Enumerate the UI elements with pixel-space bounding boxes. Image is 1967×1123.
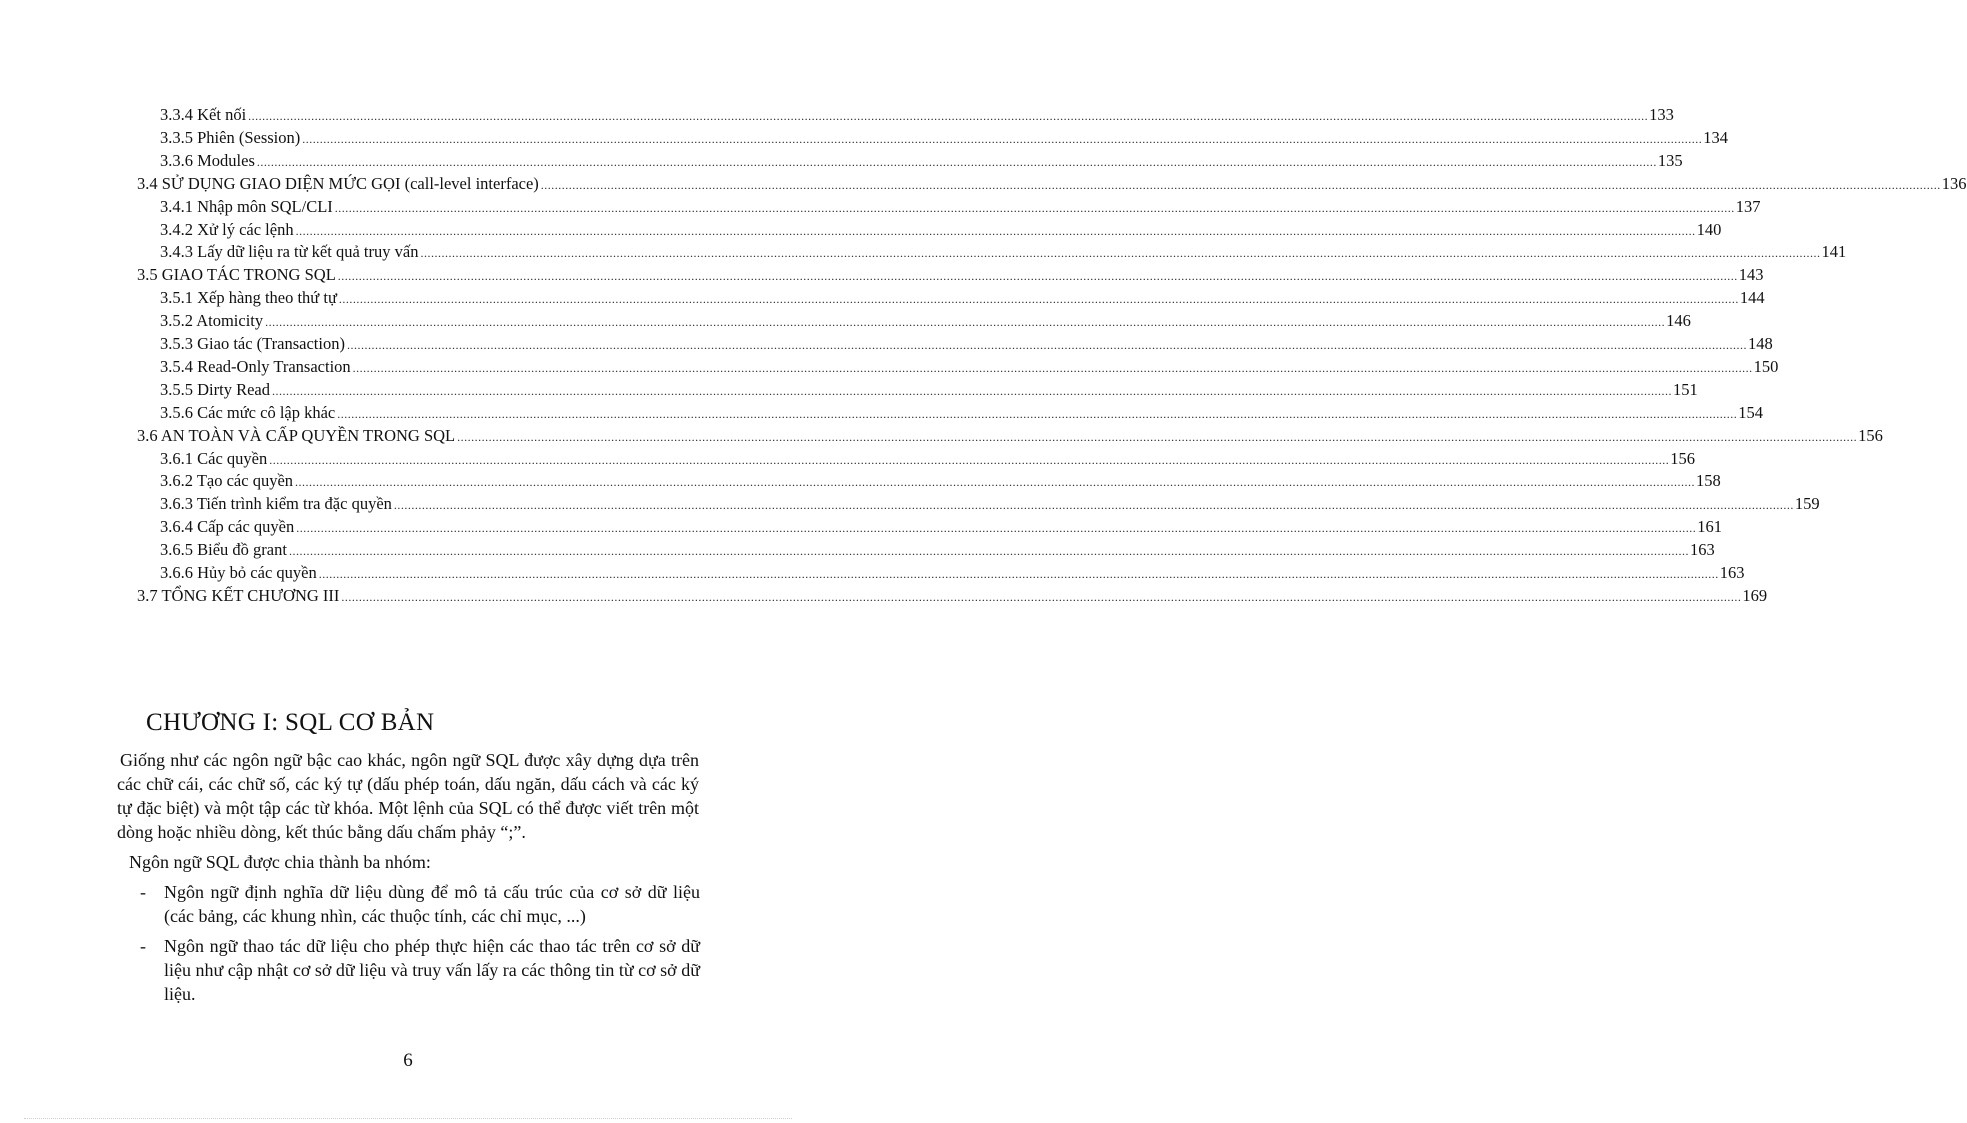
toc-leader-dots: ................................................................................................................................................................................................................................................................................................................................................................................................................ (338, 292, 1739, 307)
toc-leader-dots: ................................................................................................................................................................................................................................................................................................................................................................................................................ (337, 406, 1738, 421)
toc-entry-page: 141 (1821, 242, 1847, 262)
toc-entry (160, 218, 1722, 241)
toc-entry (160, 447, 1695, 470)
toc-entry-title: 3.5.1 Xếp hàng theo thứ tự (160, 288, 337, 308)
bullet-dash: - (140, 882, 146, 902)
toc-leader-dots: ................................................................................................................................................................................................................................................................................................................................................................................................................ (540, 177, 1941, 192)
toc-leader-dots: ................................................................................................................................................................................................................................................................................................................................................................................................................ (393, 498, 1794, 513)
toc-entry-title: 3.5 GIAO TÁC TRONG SQL (137, 265, 336, 285)
toc-entry (137, 172, 1967, 195)
toc-entry (160, 286, 1765, 309)
toc-entry (160, 378, 1698, 401)
toc-entry-page: 134 (1703, 127, 1728, 147)
toc-entry-page: 136 (1941, 173, 1967, 193)
toc-entry (160, 309, 1691, 332)
toc-entry (160, 240, 1847, 263)
toc-entry-title: 3.4.3 Lấy dữ liệu ra từ kết quả truy vấn (160, 242, 419, 262)
toc-leader-dots: ................................................................................................................................................................................................................................................................................................................................................................................................................ (346, 338, 1747, 352)
toc-entry-title: 3.6.2 Tạo các quyền (160, 471, 294, 491)
toc-entry (160, 195, 1761, 218)
toc-entry-page: 159 (1794, 494, 1820, 514)
toc-leader-dots: ................................................................................................................................................................................................................................................................................................................................................................................................................ (271, 383, 1672, 398)
toc-entry (160, 538, 1715, 561)
toc-entry-page: 163 (1689, 540, 1715, 560)
toc-entry-page: 156 (1858, 425, 1883, 445)
toc-entry-page: 150 (1753, 356, 1779, 376)
toc-leader-dots: ................................................................................................................................................................................................................................................................................................................................................................................................................ (288, 544, 1689, 559)
list-item-text: Ngôn ngữ thao tác dữ liệu cho phép thực hiện các thao tác trên cơ sở dữ liệu như cập nhật cơ sở dữ liệu và truy vấn lấy ra các thông tin từ cơ sở dữ liệu. (164, 936, 700, 1004)
toc-entry-page: 158 (1696, 471, 1721, 491)
toc-entry (160, 561, 1745, 584)
toc-entry-title: 3.6.1 Các quyền (160, 448, 268, 468)
toc-leader-dots: ................................................................................................................................................................................................................................................................................................................................................................................................................ (352, 360, 1753, 375)
page-bottom-border (24, 1118, 792, 1119)
toc-entry-page: 169 (1742, 585, 1768, 605)
toc-entry (160, 355, 1779, 378)
toc-entry-title: 3.4 SỬ DỤNG GIAO DIỆN MỨC GỌI (call-level interface) (137, 173, 539, 193)
toc-leader-dots: ................................................................................................................................................................................................................................................................................................................................................................................................................ (420, 246, 1821, 261)
toc-entry-page: 140 (1696, 219, 1722, 239)
toc-leader-dots: ................................................................................................................................................................................................................................................................................................................................................................................................................ (269, 452, 1670, 467)
toc-entry-title: 3.6.4 Cấp các quyền (160, 517, 295, 537)
toc-leader-dots: ................................................................................................................................................................................................................................................................................................................................................................................................................ (265, 315, 1666, 330)
toc-entry-page: 146 (1666, 311, 1691, 331)
toc-entry-title: 3.5.5 Dirty Read (160, 379, 270, 399)
toc-entry-title: 3.3.4 Kết nối (160, 105, 247, 124)
chapter-intro-paragraph: Giống như các ngôn ngữ bậc cao khác, ngôn ngữ SQL được xây dựng dựa trên các chữ cái, các chữ số, các ký tự (dấu phép toán, dấu ngăn, dấu cách và các ký tự đặc biệt) và một tập các từ khóa. Một lệnh của SQL có thể được viết trên một dòng hoặc nhiều dòng, kết thúc bằng dấu chấm phảy “;”. (117, 750, 699, 842)
toc-entry-title: 3.6.3 Tiến trình kiểm tra đặc quyền (160, 494, 392, 514)
toc-entry (137, 263, 1764, 286)
toc-entry-title: 3.6.5 Biểu đồ grant (160, 540, 287, 560)
list-item (140, 934, 700, 1006)
list-item (140, 880, 700, 928)
toc-leader-dots: ................................................................................................................................................................................................................................................................................................................................................................................................................ (334, 200, 1735, 215)
toc-entry-title: 3.5.2 Atomicity (160, 311, 264, 331)
toc-leader-dots: ................................................................................................................................................................................................................................................................................................................................................................................................................ (296, 521, 1697, 536)
toc-entry-page: 137 (1735, 196, 1761, 216)
toc-entry (137, 584, 1768, 607)
toc-entry-title: 3.5.3 Giao tác (Transaction) (160, 334, 345, 353)
page-number: 6 (403, 1050, 413, 1071)
toc-entry-title: 3.5.4 Read-Only Transaction (160, 356, 351, 376)
toc-entry (160, 469, 1721, 492)
toc-entry (160, 515, 1722, 538)
toc-entry-title: 3.4.1 Nhập môn SQL/CLI (160, 196, 333, 216)
toc-entry-title: 3.3.6 Modules (160, 150, 255, 170)
toc-leader-dots: ................................................................................................................................................................................................................................................................................................................................................................................................................ (295, 475, 1696, 490)
toc-leader-dots: ................................................................................................................................................................................................................................................................................................................................................................................................................ (256, 154, 1657, 169)
toc-entry-title: 3.5.6 Các mức cô lập khác (160, 402, 336, 422)
toc-leader-dots: ................................................................................................................................................................................................................................................................................................................................................................................................................ (318, 567, 1719, 581)
toc-leader-dots: ................................................................................................................................................................................................................................................................................................................................................................................................................ (457, 429, 1858, 444)
toc-entry-title: 3.7 TỔNG KẾT CHƯƠNG III (137, 585, 340, 605)
toc-entry-page: 144 (1739, 288, 1765, 308)
toc-entry-page: 133 (1649, 105, 1674, 124)
toc-entry-page: 154 (1738, 402, 1764, 422)
toc-entry (160, 149, 1683, 172)
toc-entry (160, 401, 1764, 424)
toc-leader-dots: ................................................................................................................................................................................................................................................................................................................................................................................................................ (337, 269, 1738, 284)
toc-entry-title: 3.4.2 Xử lý các lệnh (160, 219, 294, 239)
toc-entry-page: 163 (1719, 563, 1745, 582)
toc-leader-dots: ................................................................................................................................................................................................................................................................................................................................................................................................................ (295, 223, 1696, 238)
toc-entry-title: 3.6.6 Hủy bỏ các quyền (160, 563, 317, 582)
toc-entry-page: 156 (1670, 448, 1695, 468)
bullet-dash: - (140, 936, 146, 956)
toc-leader-dots: ................................................................................................................................................................................................................................................................................................................................................................................................................ (302, 131, 1703, 146)
toc-entry-page: 151 (1672, 379, 1698, 399)
list-item-text: Ngôn ngữ định nghĩa dữ liệu dùng để mô tả cấu trúc của cơ sở dữ liệu (các bảng, các khung nhìn, các thuộc tính, các chỉ mục, ...) (164, 882, 700, 926)
toc-entry (160, 126, 1728, 149)
toc-entry (160, 492, 1820, 515)
toc-entry-page: 135 (1657, 150, 1683, 170)
toc-entry-page: 161 (1697, 517, 1722, 537)
sql-groups-list (140, 880, 700, 1012)
toc-entry-title: 3.6 AN TOÀN VÀ CẤP QUYỀN TRONG SQL (137, 425, 456, 445)
groups-intro-paragraph: Ngôn ngữ SQL được chia thành ba nhóm: (129, 852, 431, 872)
chapter-title: CHƯƠNG I: SQL CƠ BẢN (146, 709, 435, 736)
toc-leader-dots: ................................................................................................................................................................................................................................................................................................................................................................................................................ (341, 589, 1742, 604)
toc-leader-dots: ................................................................................................................................................................................................................................................................................................................................................................................................................ (248, 109, 1649, 123)
toc-entry (160, 103, 1674, 126)
toc-entry-page: 143 (1738, 265, 1764, 285)
toc-entry-title: 3.3.5 Phiên (Session) (160, 127, 301, 147)
toc-entry (137, 424, 1883, 447)
toc-entry (160, 332, 1773, 355)
toc-entry-page: 148 (1747, 334, 1773, 353)
